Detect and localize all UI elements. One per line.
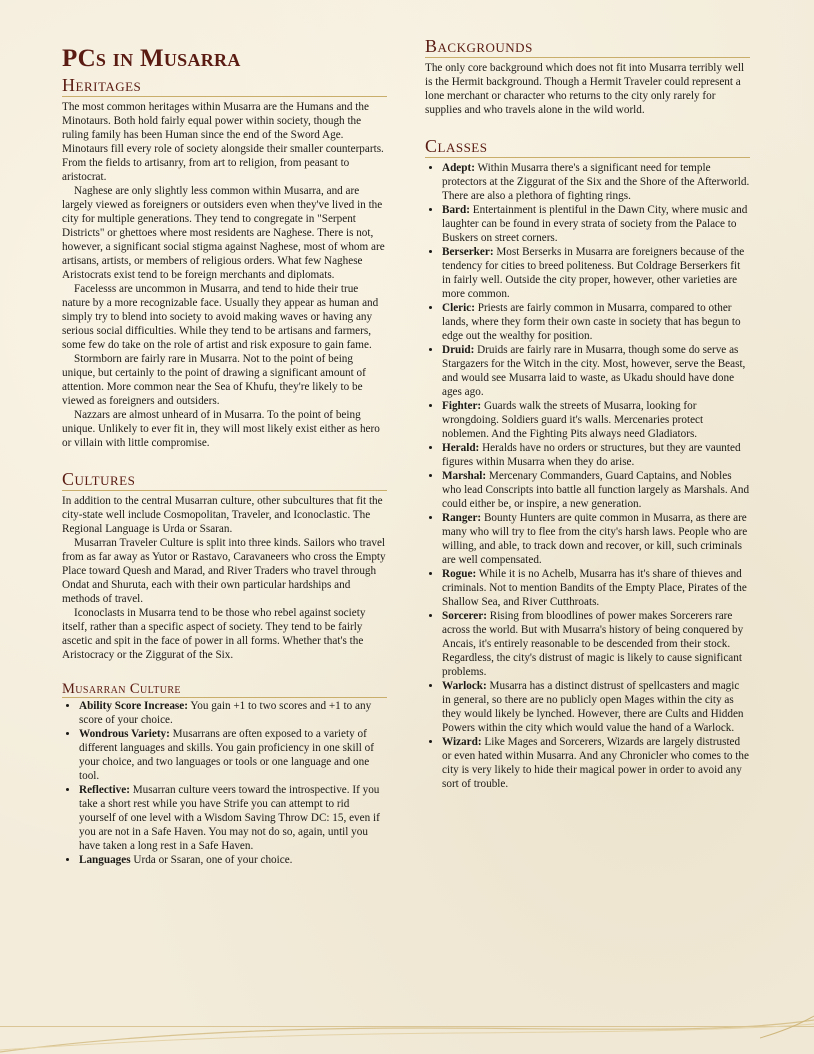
item-term: Bard: (442, 204, 470, 216)
item-term: Languages (79, 854, 131, 866)
heritages-paragraph: Naghese are only slightly less common within Musarra, and are largely viewed as foreigners or outsiders even when they've lived in the city for multiple generations. They tend to congregate in "Serpent Districts" or ghettoes where most residents are Naghese. There is not, however, a significant social stigma against Naghese, most of whom are artisans, artists, or members of religious orders. What few Naghese Aristocrats exist tend to be foreign merchants and diplomats. (62, 185, 385, 281)
class-item-warlock (442, 679, 750, 735)
item-text: Musarran culture veers toward the introspective. If you take a short rest while you have Strife you can attempt to rid yourself of one level with a Wisdom Saving Throw DC: 15, even if you are not in a Safe Haven. You may not do so, again, until you have taken a long rest in a Safe Haven. (79, 784, 380, 852)
list-item (79, 727, 387, 783)
musarran-culture-heading: Musarran Culture (62, 681, 387, 698)
heritages-heading: Heritages (62, 75, 387, 97)
item-term: Rogue: (442, 568, 477, 580)
class-item-cleric (442, 301, 750, 343)
class-item-rogue (442, 567, 750, 609)
class-item-marshal (442, 469, 750, 511)
class-item-fighter (442, 399, 750, 441)
item-text: Guards walk the streets of Musarra, looking for wrongdoing. Soldiers guard it's walls. Mercenaries protect noblemen. And the Fighting Pits always need Gladiators. (442, 400, 704, 440)
item-text: Rising from bloodlines of power makes Sorcerers rare across the world. But with Musarra's history of being conquered by Ancais, it's entirely reasonable to be descended from their stock. Regardless, the city's distrust of magic is likely to cause significant problems. (442, 610, 744, 678)
cultures-paragraph: Iconoclasts in Musarra tend to be those who rebel against society itself, rather than a specific aspect of society. They tend to be fairly ascetic and spit in the face of power in all forms. Whether that's the Aristocracy or the Ziggurat of the Six. (62, 607, 366, 661)
page-title: PCs in Musarra (62, 45, 241, 72)
heritages-paragraph: The most common heritages within Musarra are the Humans and the Minotaurs. Both hold fairly equal power within society, though the ruling family has been Human since the end of the Sword Age. Minotaurs fill every role of society alongside their smaller counterparts. From the fields to artisanry, from art to religion, from peasant to aristocrat. (62, 101, 384, 183)
item-text: While it is no Achelb, Musarra has it's share of thieves and criminals. Not to mention Bandits of the Empty Place, Pirates of the Shallow Sea, and River Cutthroats. (442, 568, 747, 608)
item-term: Reflective: (79, 784, 130, 796)
class-item-berserker (442, 245, 750, 301)
item-term: Fighter: (442, 400, 482, 412)
item-text: Like Mages and Sorcerers, Wizards are largely distrusted or even hated within Musarra. And any Chronicler who comes to the city is very likely to hide their magical power in order to avoid any sort of trouble. (442, 736, 749, 790)
classes-list (425, 161, 750, 791)
item-term: Druid: (442, 344, 475, 356)
class-item-sorcerer (442, 609, 750, 679)
item-text: Within Musarra there's a significant need for temple protectors at the Ziggurat of the Six and the Shore of the Afterworld. There are also a plethora of fighting rings. (442, 162, 750, 202)
item-text: Entertainment is plentiful in the Dawn City, where music and laughter can be found in every strata of society from the Palace to Buskers on street corners. (442, 204, 748, 244)
left-column (62, 36, 387, 867)
backgrounds-heading: Backgrounds (425, 36, 750, 58)
item-text: Most Berserks in Musarra are foreigners because of the tendency for cities to breed politeness. But Coldrage Berserkers fit in fairly well. Outside the city proper, however, other varieties are more common. (442, 246, 745, 300)
item-text: Heralds have no orders or structures, but they are vaunted figures within Musarra when they do arise. (442, 442, 741, 468)
right-column (425, 36, 750, 791)
heritages-paragraph: Facelesss are uncommon in Musarra, and tend to hide their true nature by a more recognizable face. Usually they appear as human and simply try to blend into society to avoid making waves or having any serious social difficulties. While they tend to be artisans and farmers, some few do take on the role of artist and risk exposure to gain fame. (62, 283, 379, 351)
musarran-culture-list (62, 699, 387, 867)
cultures-paragraph: Musarran Traveler Culture is split into three kinds. Sailors who travel from as far away as Yutor or Rastavo, Caravaneers who cross the Empty Place toward Quesh and Marad, and River Traders who travel through Ondat and Shuruta, each with their own particular hardships and methods of travel. (62, 537, 386, 605)
footer-ornament (0, 1014, 814, 1054)
class-item-ranger (442, 511, 750, 567)
class-item-druid (442, 343, 750, 399)
list-item (79, 853, 387, 867)
item-term: Marshal: (442, 470, 487, 482)
class-item-bard (442, 203, 750, 245)
item-text: Musarrans are often exposed to a variety of different languages and skills. You gain proficiency in one skill of your choice, and two languages or tools or one language and one tool. (79, 728, 374, 782)
cultures-paragraph: In addition to the central Musarran culture, other subcultures that fit the city-state well include Cosmopolitan, Traveler, and Iconoclastic. The Regional Language is Urda or Ssaran. (62, 495, 383, 535)
item-text: Druids are fairly rare in Musarra, though some do serve as Stargazers for the Witch in the city. Most, however, serve the Beast, and would see Musarra laid to waste, as Ukadu should have done ages ago. (442, 344, 746, 398)
item-term: Warlock: (442, 680, 487, 692)
item-text: Mercenary Commanders, Guard Captains, and Nobles who lead Conscripts into battle all function largely as Marshals. And could either be, or inspire, a new generation. (442, 470, 750, 510)
item-term: Wondrous Variety: (79, 728, 170, 740)
cultures-heading: Cultures (62, 469, 387, 491)
item-text: You gain +1 to two scores and +1 to any score of your choice. (79, 700, 372, 726)
item-term: Adept: (442, 162, 475, 174)
item-term: Berserker: (442, 246, 494, 258)
item-term: Sorcerer: (442, 610, 487, 622)
item-term: Ability Score Increase: (79, 700, 188, 712)
item-text: Musarra has a distinct distrust of spellcasters and magic in general, so there are no publicly open Mages within the city as they would likely be lynched. However, there are Cults and Hidden Powers within the city which would value the hand of a Warlock. (442, 680, 744, 734)
classes-heading: Classes (425, 136, 750, 158)
list-item (79, 699, 387, 727)
item-term: Cleric: (442, 302, 475, 314)
item-term: Ranger: (442, 512, 482, 524)
heritages-paragraph: Nazzars are almost unheard of in Musarra. To the point of being unique. Unlikely to ever fit in, they will most likely exist either as hero or villain with little compromise. (62, 409, 380, 449)
class-item-herald (442, 441, 750, 469)
backgrounds-paragraph: The only core background which does not fit into Musarra terribly well is the Hermit background. Though a Hermit Traveler could represent a lone merchant or character who returns to the city only rarely for supplies and who travels alone in the wild world. (425, 62, 745, 116)
class-item-wizard (442, 735, 750, 791)
item-text: Urda or Ssaran, one of your choice. (130, 854, 293, 866)
class-item-adept (442, 161, 750, 203)
item-term: Herald: (442, 442, 480, 454)
list-item (79, 783, 387, 853)
item-text: Priests are fairly common in Musarra, compared to other lands, where they form their own caste in society that has begun to edge out the wealthy for position. (442, 302, 741, 342)
item-term: Wizard: (442, 736, 482, 748)
item-text: Bounty Hunters are quite common in Musarra, as there are many who will try to flee from the city's harsh laws. People who are willing, and able, to track down and recover, or kill, such criminals are well compensated. (442, 512, 748, 566)
heritages-paragraph: Stormborn are fairly rare in Musarra. Not to the point of being unique, but certainly to the point of drawing a significant amount of attention. More common near the Sea of Khufu, they're likely to be viewed as foreigners and outsiders. (62, 353, 366, 407)
